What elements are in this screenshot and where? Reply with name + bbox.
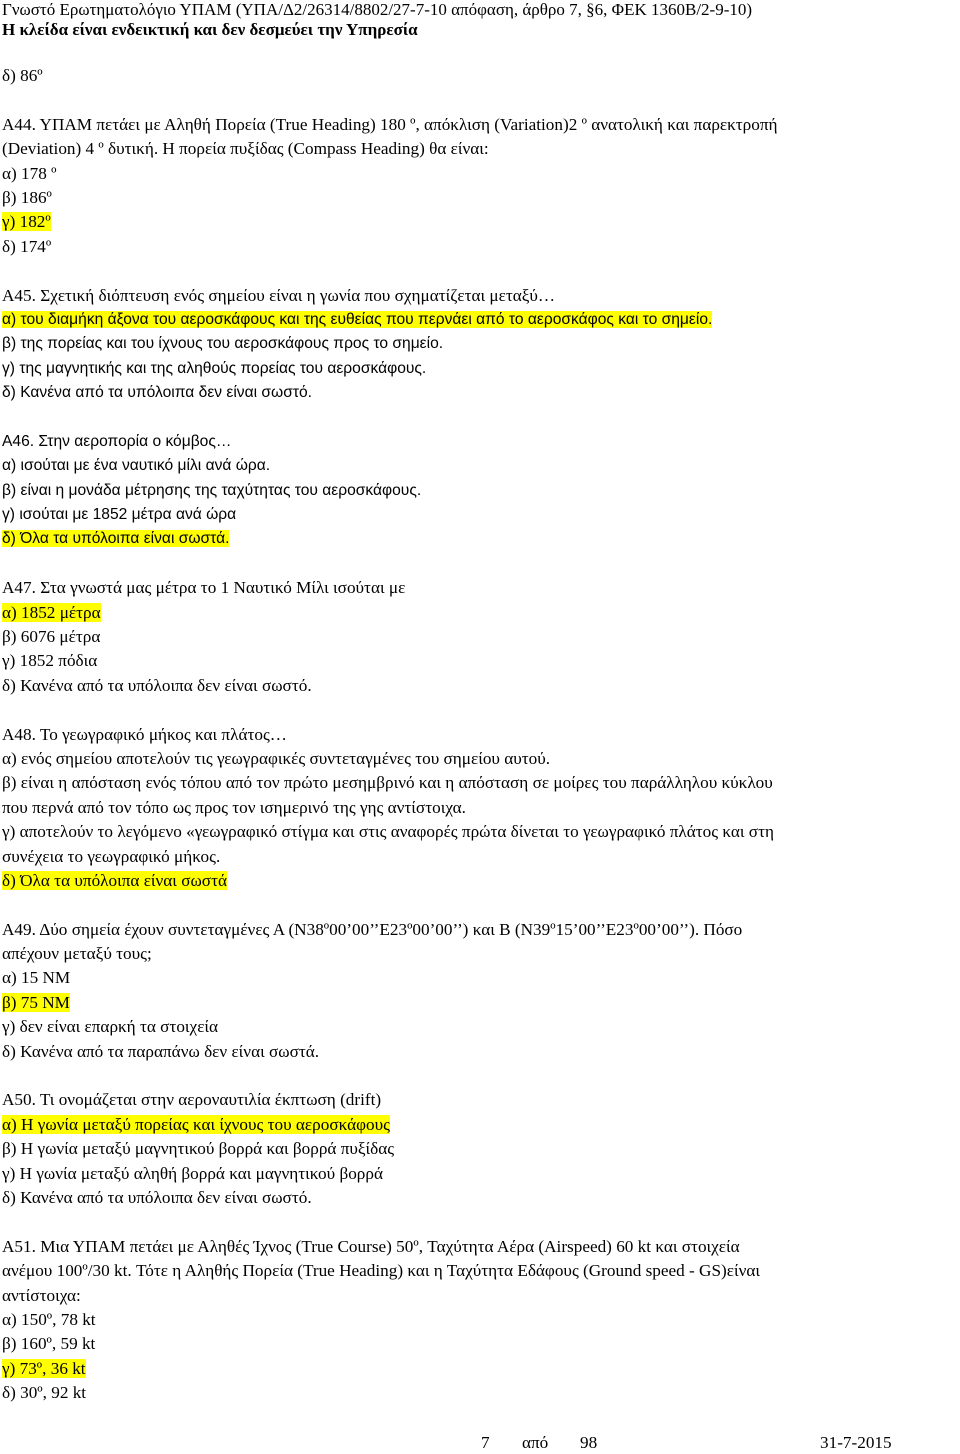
page-header-title: Γνωστό Ερωτηματολόγιο ΥΠΑΜ (ΥΠΑ/Δ2/26314/8802/27-7-10 απόφαση, άρθρο 7, §6, ΦΕΚ 1360Β/2-9-10): [2, 0, 753, 19]
text-line: [2, 1235, 958, 1259]
line-text: β) είναι η απόσταση ενός τόπου από τον πρώτο μεσημβρινό και η απόσταση σε μοίρες του παράλληλου κύκλου: [2, 773, 773, 793]
text-line: [2, 479, 958, 503]
line-text: β) της πορείας και του ίχνους του αεροσκάφους προς το σημείο.: [2, 335, 444, 353]
text-line: [2, 966, 958, 990]
text-line: [2, 991, 958, 1015]
text-line: [2, 64, 958, 88]
highlighted-answer: γ) 73º, 36 kt: [2, 1358, 86, 1378]
text-line: [2, 235, 958, 259]
line-text: α) 178 º: [2, 163, 57, 183]
line-text: (Deviation) 4 º δυτική. Η πορεία πυξίδας (Compass Heading) θα είναι:: [2, 139, 489, 159]
blank-line: [2, 698, 958, 722]
text-line: [2, 1186, 958, 1210]
text-line: [2, 1015, 958, 1039]
footer-total-pages: 98: [580, 1433, 598, 1452]
text-line: [2, 942, 958, 966]
text-line: [2, 771, 958, 795]
line-text: Α51. Μια ΥΠΑΜ πετάει με Αληθές Ίχνος (True Course) 50º, Ταχύτητα Αέρα (Airspeed) 60 kt και στοιχεία: [2, 1236, 740, 1256]
text-line: [2, 527, 958, 551]
line-text: γ) ισούται με 1852 μέτρα ανά ώρα: [2, 506, 237, 524]
text-line: [2, 1308, 958, 1332]
line-text: α) 150º, 78 kt: [2, 1309, 96, 1329]
text-line: [2, 1113, 958, 1137]
line-text: δ) 174º: [2, 236, 52, 256]
text-line: [2, 1332, 958, 1356]
line-text: γ) 1852 πόδια: [2, 651, 98, 671]
text-line: [2, 1381, 958, 1405]
blank-line: [2, 259, 958, 283]
line-text: Α44. ΥΠΑΜ πετάει με Αληθή Πορεία (True Heading) 180 º, απόκλιση (Variation)2 º ανατολική και παρεκτροπή: [2, 114, 778, 134]
blank-line: [2, 405, 958, 429]
line-text: β) είναι η μονάδα μέτρησης της ταχύτητας του αεροσκάφους.: [2, 481, 422, 499]
text-line: [2, 162, 958, 186]
text-line: [2, 1284, 958, 1308]
page-footer: [0, 1432, 960, 1454]
line-text: Α46. Στην αεροπορία ο κόμβος…: [2, 432, 232, 450]
text-line: [2, 308, 958, 332]
text-line: [2, 625, 958, 649]
line-text: που περνά από τον τόπο ως προς τον ισημερινό της γης αντίστοιχα.: [2, 797, 466, 817]
line-text: β) 6076 μέτρα: [2, 626, 101, 646]
text-line: [2, 1137, 958, 1161]
text-line: [2, 747, 958, 771]
text-line: [2, 845, 958, 869]
line-text: β) 160º, 59 kt: [2, 1334, 96, 1354]
line-text: αντίστοιχα:: [2, 1285, 81, 1305]
line-text: γ) δεν είναι επαρκή τα στοιχεία: [2, 1017, 219, 1037]
text-line: [2, 1088, 958, 1112]
text-line: [2, 820, 958, 844]
highlighted-answer: γ) 182º: [2, 212, 51, 232]
line-text: δ) 86º: [2, 66, 43, 85]
text-line: [2, 796, 958, 820]
page-header-note: Η κλείδα είναι ενδεικτική και δεν δεσμεύει την Υπηρεσία: [2, 20, 418, 39]
footer-page-number: 7: [481, 1433, 490, 1452]
text-line: [2, 113, 958, 137]
line-text: απέχουν μεταξύ τους;: [2, 944, 152, 964]
blank-line: [2, 1064, 958, 1088]
highlighted-answer: α) 1852 μέτρα: [2, 602, 101, 622]
line-text: δ) 30º, 92 kt: [2, 1383, 87, 1403]
highlighted-answer: β) 75 ΝΜ: [2, 992, 70, 1012]
blank-line: [2, 1210, 958, 1234]
line-text: Α48. Το γεωγραφικό μήκος και πλάτος…: [2, 724, 287, 744]
text-line: [2, 869, 958, 893]
line-text: γ) αποτελούν το λεγόμενο «γεωγραφικό στίγμα και στις αναφορές πρώτα δίνεται το γεωγραφικό πλάτος και στη: [2, 822, 774, 842]
highlighted-answer: δ) Όλα τα υπόλοιπα είναι σωστά: [2, 870, 227, 890]
text-line: [2, 1040, 958, 1064]
text-line: [2, 601, 958, 625]
text-line: [2, 649, 958, 673]
line-text: Α47. Στα γνωστά μας μέτρα το 1 Ναυτικό Μίλι ισούται με: [2, 578, 406, 598]
line-text: δ) Κανένα από τα υπόλοιπα δεν είναι σωστό.: [2, 675, 312, 695]
line-text: α) ισούται με ένα ναυτικό μίλι ανά ώρα.: [2, 457, 271, 475]
text-line: [2, 381, 958, 405]
text-line: [2, 284, 958, 308]
line-text: β) 186º: [2, 187, 52, 207]
text-line: [2, 357, 958, 381]
line-text: β) Η γωνία μεταξύ μαγνητικού βορρά και βορρά πυξίδας: [2, 1139, 395, 1159]
line-text: συνέχεια το γεωγραφικό μήκος.: [2, 846, 221, 866]
blank-line: [2, 88, 958, 112]
text-line: [2, 1162, 958, 1186]
line-text: δ) Κανένα από τα παραπάνω δεν είναι σωστά.: [2, 1041, 320, 1061]
text-line: [2, 576, 958, 600]
line-text: α) ενός σημείου αποτελούν τις γεωγραφικές συντεταγμένες του σημείου αυτού.: [2, 748, 551, 768]
footer-of-label: από: [522, 1433, 549, 1452]
text-line: [2, 918, 958, 942]
highlighted-answer: δ) Όλα τα υπόλοιπα είναι σωστά.: [2, 530, 230, 548]
text-line: [2, 137, 958, 161]
text-line: [2, 186, 958, 210]
highlighted-answer: α) Η γωνία μεταξύ πορείας και ίχνους του αεροσκάφους: [2, 1114, 390, 1134]
text-line: [2, 332, 958, 356]
line-text: γ) Η γωνία μεταξύ αληθή βορρά και μαγνητικού βορρά: [2, 1163, 383, 1183]
line-text: Α50. Τι ονομάζεται στην αεροναυτιλία έκπτωση (drift): [2, 1090, 382, 1110]
text-line: [2, 723, 958, 747]
text-line: [2, 430, 958, 454]
line-text: δ) Κανένα από τα υπόλοιπα δεν είναι σωστό.: [2, 1187, 312, 1207]
text-line: [2, 1259, 958, 1283]
document-body: [2, 64, 958, 1405]
text-line: [2, 210, 958, 234]
blank-line: [2, 893, 958, 917]
highlighted-answer: α) του διαμήκη άξονα του αεροσκάφους και της ευθείας που περνάει από το αεροσκάφος και το σημείο.: [2, 310, 713, 328]
line-text: δ) Κανένα από τα υπόλοιπα δεν είναι σωστό.: [2, 384, 313, 402]
blank-line: [2, 552, 958, 576]
line-text: Α45. Σχετική διόπτευση ενός σημείου είναι η γωνία που σχηματίζεται μεταξύ…: [2, 285, 556, 305]
text-line: [2, 454, 958, 478]
line-text: ανέμου 100º/30 kt. Τότε η Αληθής Πορεία (True Heading) και η Ταχύτητα Εδάφους (Ground speed - GS)είναι: [2, 1261, 760, 1281]
text-line: [2, 1357, 958, 1381]
text-line: [2, 503, 958, 527]
footer-date: 31-7-2015: [820, 1433, 892, 1452]
line-text: Α49. Δύο σημεία έχουν συντεταγμένες Α (Ν38º00’00’’Ε23º00’00’’) και Β (Ν39º15’00’’Ε23º00’00’’). Πόσο: [2, 919, 743, 939]
text-line: [2, 674, 958, 698]
line-text: α) 15 ΝΜ: [2, 968, 71, 988]
line-text: γ) της μαγνητικής και της αληθούς πορείας του αεροσκάφους.: [2, 359, 427, 377]
